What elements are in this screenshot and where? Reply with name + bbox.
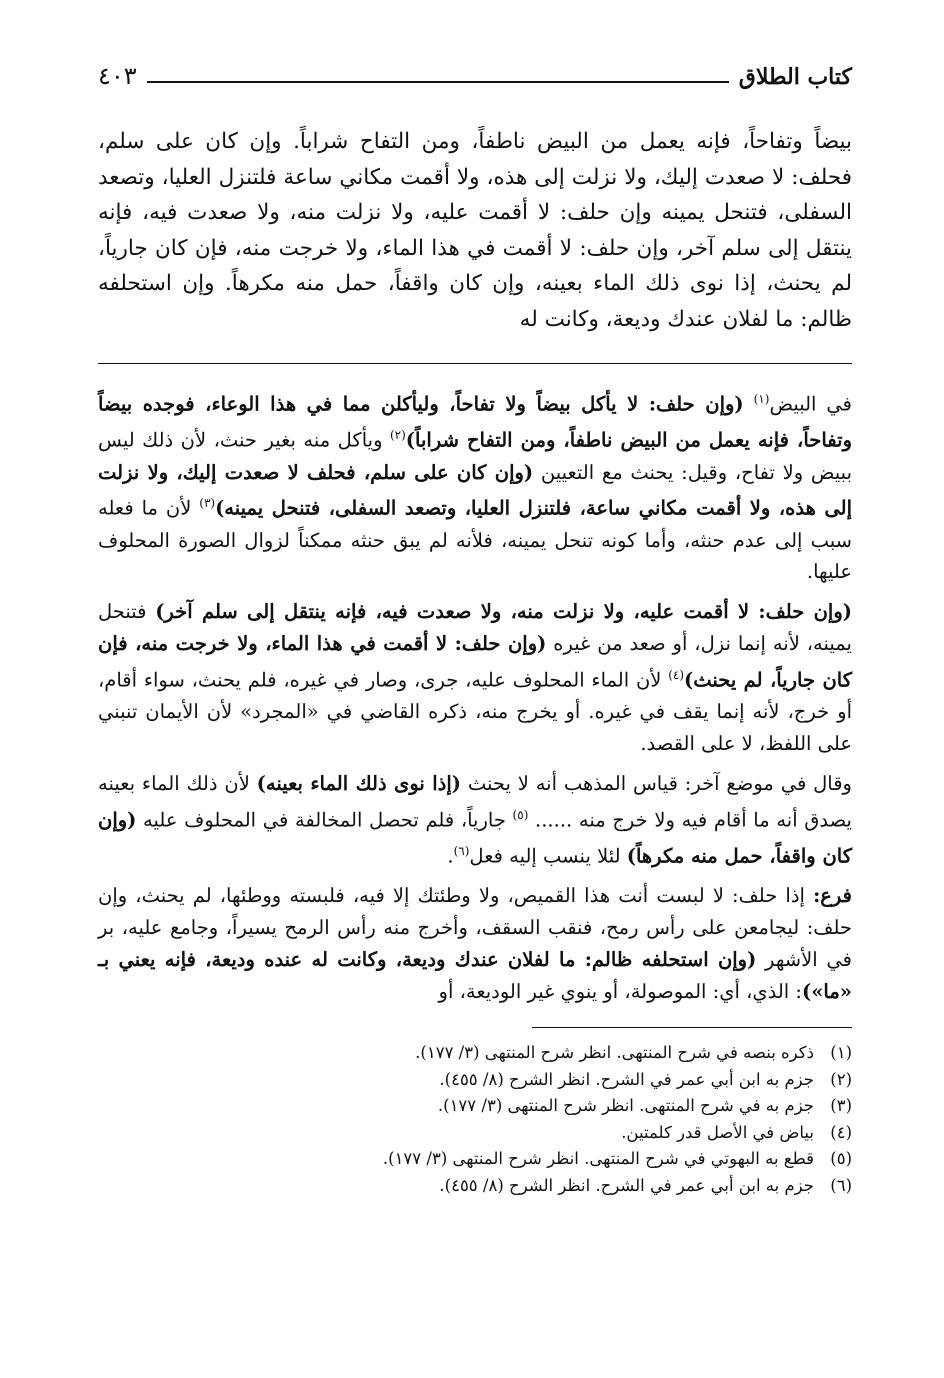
- quoted-matn: فرع:: [813, 884, 852, 908]
- commentary-text: لأن ذلك الماء بعينه يصدق أنه ما أقام فيه ولا خرج منه ......: [98, 771, 852, 832]
- commentary-paragraph: [98, 768, 852, 872]
- footnote-ref: (٦): [453, 843, 470, 858]
- footnote-text: بياض في الأصل قدر كلمتين.: [621, 1122, 814, 1142]
- quoted-matn: (وإن حلف: لا أقمت في هذا الماء، ولا خرجت منه، فإن كان جارياً، لم يحنث): [98, 632, 852, 692]
- commentary-text: : الذي، أي: الموصولة، أو ينوي غير الوديعة، أو: [438, 979, 802, 1003]
- footnote-text: قطع به البهوتي في شرح المنتهى. انظر شرح المنتهى (٣/ ١٧٧).: [382, 1149, 814, 1169]
- commentary-text: لأن ما فعله سبب إلى عدم حنثه، وأما كونه تنحل يمينه، فلأنه لم يبق حنثه ممكناً لزوال الصورة المحلوف عليها.: [98, 496, 852, 584]
- main-text: بيضاً وتفاحاً، فإنه يعمل من البيض ناطفاً، ومن التفاح شراباً. وإن كان على سلم، فحلف: لا صعدت إليك، ولا نزلت إلى هذه، ولا أقمت مكاني ساعة فلتنزل العليا، وتصعد السفلى، فتنحل يمينه وإن حلف: لا أقمت عليه، ولا نزلت منه، ولا صعدت فيه، فإنه ينتقل إلى سلم آخر، وإن حلف: لا أقمت في هذا الماء، ولا خرجت منه، فإن كان جارياً، لم يحنث، إذا نوى ذلك الماء بعينه، وإن كان واقفاً، حمل منه مكرهاً. وإن استحلفه ظالم: ما لفلان عندك وديعة، وكانت له: [98, 129, 852, 332]
- footnote-ref: (٢): [389, 428, 406, 443]
- commentary-text: إذا حلف: لا لبست أنت هذا القميص، ولا وطئتك إلا فيه، فلبسته ووطئها، لم يحنث، وإن حلف: ليجامعن على رأس رمح، فنقب السقف، وأخرج منه رأس الرمح يسيراً، وجامع عليه، بر في الأشهر: [98, 884, 852, 971]
- footnote-text: ذكره بنصه في شرح المنتهى. انظر شرح المنتهى (٣/ ١٧٧).: [415, 1043, 814, 1063]
- footnote-number: (٤): [830, 1122, 852, 1142]
- footnote-number: (٣): [830, 1096, 852, 1116]
- footnote-number: (٥): [830, 1149, 852, 1169]
- commentary-text: لأن الماء المحلوف عليه، جرى، وصار في غيره، فلم يحنث، سواء أقام، أو خرج، لأنه إنما يقف في غيره. أو يخرج منه، ذكره القاضي في «المجرد» لأن الأيمان تنبني على اللفظ، لا على القصد.: [98, 668, 852, 755]
- footnote-text: جزم به ابن أبي عمر في الشرح. انظر الشرح (٨/ ٤٥٥).: [439, 1175, 814, 1195]
- commentary-text: [744, 393, 754, 416]
- footnote-ref: (٥): [512, 807, 529, 822]
- commentary-text: جارياً، فلم تحصل المخالفة في المحلوف عليه: [136, 808, 513, 832]
- footnote-ref: (١): [753, 392, 770, 406]
- running-title: كتاب الطلاق: [738, 64, 852, 90]
- commentary: [98, 384, 852, 1007]
- footnote-number: (٦): [830, 1175, 852, 1195]
- text-divider: [98, 363, 852, 364]
- footnote-text: جزم به في شرح المنتهى. انظر شرح المنتهى (٣/ ١٧٧).: [437, 1096, 814, 1116]
- quoted-matn: (إذا نوى ذلك الماء بعينه): [256, 771, 461, 795]
- footnote: [98, 1040, 852, 1067]
- commentary-text: في البيض: [769, 392, 852, 416]
- footnote: [98, 1120, 852, 1147]
- quoted-matn: (وإن استحلفه ظالم: ما لفلان عندك وديعة، وكانت له عنده وديعة، فإنه يعني بـ «ما»): [98, 947, 852, 1003]
- commentary-text: .: [447, 844, 454, 868]
- commentary-paragraph: [98, 596, 852, 759]
- footnote: [98, 1173, 852, 1200]
- quoted-matn: (وإن كان واقفاً، حمل منه مكرهاً): [98, 808, 852, 868]
- footnotes: [98, 1040, 852, 1199]
- commentary-paragraph: [98, 384, 852, 588]
- footnote: [98, 1067, 852, 1094]
- footnote-ref: (٤): [668, 667, 685, 682]
- footnote-text: جزم به ابن أبي عمر في الشرح. انظر الشرح (٨/ ٤٥٥).: [439, 1069, 814, 1089]
- footnote-rule: [532, 1027, 852, 1028]
- quoted-matn: (وإن حلف: لا يأكل بيضاً ولا تفاحاً، وليأكلن مما في هذا الوعاء، فوجده بيضاً وتفاحاً، فإنه يعمل من البيض ناطفاً، ومن التفاح شراباً): [98, 392, 852, 452]
- footnote-number: (١): [830, 1043, 852, 1063]
- commentary-text: ويأكل منه بغير حنث، لأن ذلك ليس ببيض ولا تفاح، وقيل: يحنث مع التعيين: [98, 428, 852, 484]
- page-header: [98, 50, 852, 90]
- commentary-text: وقال في موضع آخر: قياس المذهب أنه لا يحنث: [461, 771, 852, 795]
- commentary-paragraph: [98, 880, 852, 1007]
- header-rule: [147, 81, 729, 83]
- footnote: [98, 1093, 852, 1120]
- quoted-matn: (وإن حلف: لا أقمت عليه، ولا نزلت منه، ولا صعدت فيه، فإنه ينتقل إلى سلم آخر): [155, 600, 852, 624]
- commentary-text: لئلا ينسب إليه فعل: [469, 844, 627, 868]
- footnote-number: (٢): [830, 1069, 852, 1089]
- commentary-text: فتنحل يمينه، لأنه إنما نزل، أو صعد من غيره: [98, 600, 852, 656]
- footnote: [98, 1146, 852, 1173]
- quoted-matn: (وإن كان على سلم، فحلف لا صعدت إليك، ولا نزلت إلى هذه، ولا أقمت مكاني ساعة، فلتنزل العليا، وتصعد السفلى، فتنحل يمينه): [98, 460, 853, 520]
- page-number: ٤٠٣: [98, 62, 137, 90]
- footnote-ref: (٣): [199, 496, 216, 511]
